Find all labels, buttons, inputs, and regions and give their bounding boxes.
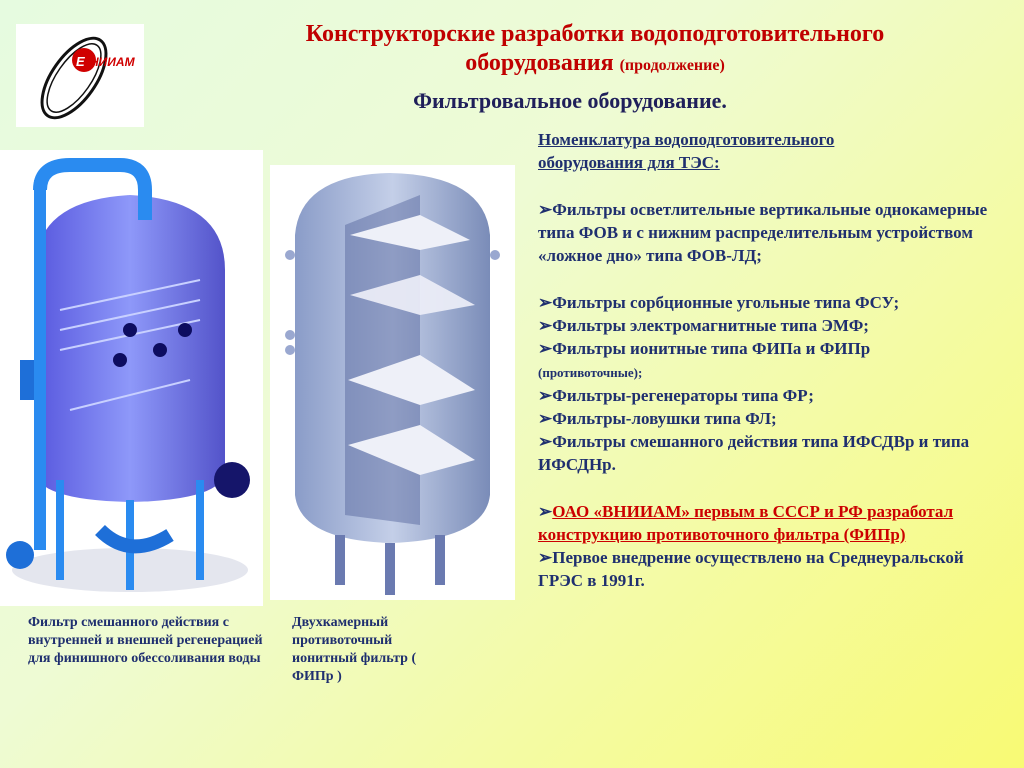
list-item: ➢Фильтры смешанного действия типа ИФСДВр и типа ИФСДНр. [538, 432, 970, 474]
vniiam-logo-icon [16, 24, 144, 127]
counterflow-filter-image [270, 165, 515, 600]
list-item: ➢Первое внедрение осуществлено на Среднеуральской ГРЭС в 1991г. [538, 548, 964, 590]
list-item: ➢Фильтры осветлительные вертикальные однокамерные типа ФОВ и с нижним распределительным устройством «ложное дно» типа ФОВ-ЛД; [538, 200, 988, 265]
right-image-caption: Двухкамерный противоточный ионитный фильтр ( ФИПр ) [292, 615, 417, 684]
list-item: ➢Фильтры ионитные типа ФИПа и ФИПр (противоточные); [538, 339, 871, 380]
svg-text:Е: Е [76, 54, 85, 69]
list-item: ➢Фильтры электромагнитные типа ЭМФ; [538, 316, 869, 335]
highlight-item: ➢ОАО «ВНИИАМ» первым в СССР и РФ разработал конструкцию противоточного фильтра (ФИПр) [538, 502, 954, 544]
list-item: ➢Фильтры сорбционные угольные типа ФСУ; [538, 293, 900, 312]
page-subtitle: Фильтровальное оборудование. [413, 88, 727, 113]
mixed-filter-image [0, 150, 263, 606]
logo-text: НИИАМ [90, 55, 135, 69]
nomenclature-heading: Номенклатура водоподготовительного оборудования для ТЭС: [538, 130, 835, 172]
page-title: Конструкторские разработки водоподготовительного оборудования (продолжение) [305, 21, 885, 76]
list-item: ➢Фильтры-регенераторы типа ФР; [538, 386, 814, 405]
list-item: ➢Фильтры-ловушки типа ФЛ; [538, 409, 777, 428]
left-image-caption: Фильтр смешанного действия с внутренней и внешней регенерацией для финишного обессоливания воды [28, 615, 263, 666]
nomenclature-section [538, 128, 1008, 592]
logo [16, 24, 144, 127]
